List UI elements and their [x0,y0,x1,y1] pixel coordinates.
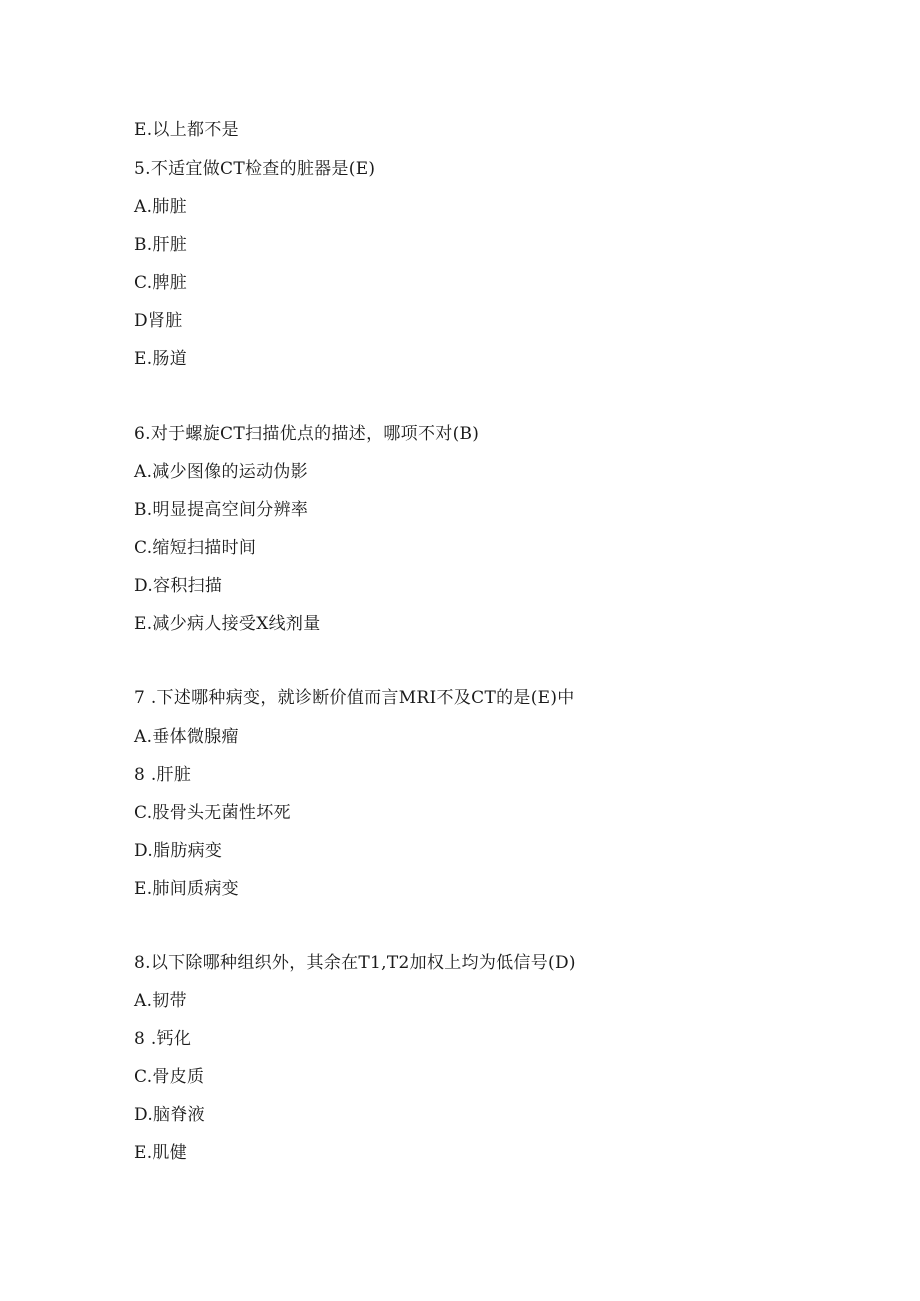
option-line: D.脂肪病变 [134,841,223,861]
option-line: E.以上都不是 [134,120,239,140]
option-line: A.垂体微腺瘤 [134,727,239,747]
option-line: D肾脏 [134,311,183,331]
option-line: A.韧带 [134,991,187,1011]
question-line: 7 .下述哪种病变，就诊断价值而言MRI不及CT的是(E)中 [134,688,575,708]
option-line: 8 .钙化 [134,1029,192,1049]
option-line: B.肝脏 [134,235,188,255]
option-line: C.骨皮质 [134,1067,205,1087]
question-line: 8.以下除哪种组织外，其余在T1,T2加权上均为低信号(D) [134,953,576,973]
question-line: 6.对于螺旋CT扫描优点的描述，哪项不对(B) [134,424,480,444]
option-line: D.容积扫描 [134,576,223,596]
option-line: E.肠道 [134,349,188,369]
option-line: E.肺间质病变 [134,879,239,899]
option-line: E.肌健 [134,1143,188,1163]
option-line: E.减少病人接受X线剂量 [134,614,321,634]
option-line: A.减少图像的运动伪影 [134,462,308,482]
option-line: C.股骨头无菌性坏死 [134,803,291,823]
option-line: B.明显提高空间分辨率 [134,500,309,520]
option-line: D.脑脊液 [134,1105,205,1125]
option-line: C.脾脏 [134,273,188,293]
option-line: 8 .肝脏 [134,765,192,785]
option-line: C.缩短扫描时间 [134,538,257,558]
question-line: 5.不适宜做CT检查的脏器是(E) [134,159,376,179]
option-line: A.肺脏 [134,197,187,217]
